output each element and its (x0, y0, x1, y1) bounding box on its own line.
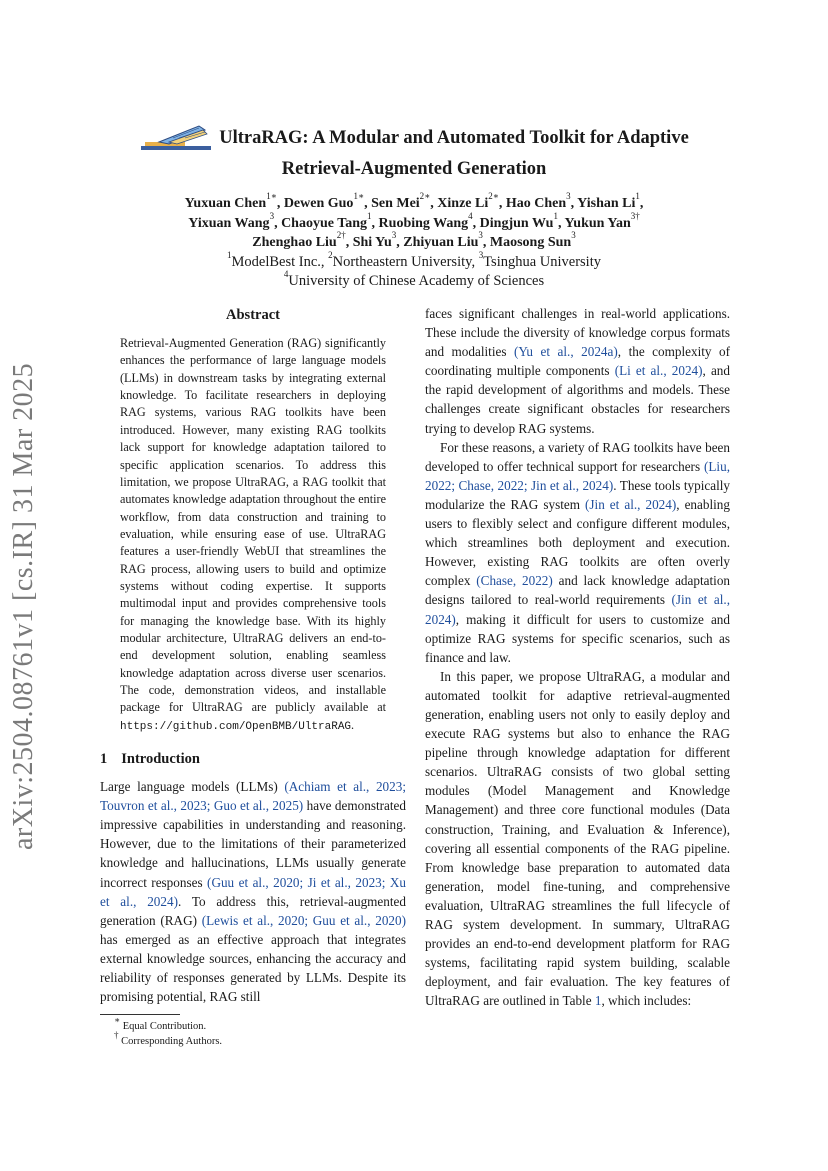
citation-link[interactable]: (Li et al., 2024) (614, 363, 703, 379)
body-text: has emerged as an effective approach that integrates external knowledge sources, enhancing the accuracy and reliability of responses generated by LLMs. Despite its promising potential, RAG still (100, 931, 406, 1005)
author: Chaoyue Tang$^1$ (281, 210, 372, 231)
title-row (100, 122, 728, 154)
author: Dewen Guo$^{1∗}$ (283, 191, 365, 211)
citation-link[interactable]: (Achiam et al., 2023; Touvron et al., 2023; Guo et al., 2025) (100, 779, 406, 814)
body-text: , and the rapid development of algorithms and models. These challenges create significant obstacles for researchers trying to develop RAG systems. (425, 363, 730, 436)
body-text: and lack knowledge adaptation designs tailored to real-world requirements (425, 573, 731, 608)
body-text: faces significant challenges in real-world applications. These include the diversity of knowledge corpus formats and modalities (425, 306, 730, 360)
author: Xinze $Li^{2∗}$ (437, 191, 499, 211)
author: Ruobing Wang$^4$ (378, 210, 473, 231)
body-paragraph (425, 667, 730, 1011)
body-text: In this paper, we propose UltraRAG, a modular and automated toolkit for adaptive retrieval-augmented generation, enabling users not only to easily deploy and execute RAG systems but also to enhance the RAG pipeline through knowledge adaptation for different scenarios. UltraRAG consists of two global setting modules (Model Management and Knowledge Management) and three core functional modules (Data construction, Training, and Evaluation & Inference), covering all essential components of the RAG pipeline. From knowledge base preparation to automated data generation, model fine-tuning, and comprehensive evaluation, UltraRAG streamlines the full lifecycle of RAG system development. In summary, UltraRAG provides an end-to-end development platform for RAG systems, facilitating rapid system building, scalable deployment, and fair evaluation. The key features of UltraRAG are outlined in Table (425, 668, 730, 1009)
author: Hao Chen$^3$ (505, 191, 571, 211)
citation-link[interactable]: (Jin et al., 2024) (425, 592, 730, 627)
author: Zhenghao Liu$^{2\dagger}$ (252, 230, 346, 250)
body-text: . To address this, retrieval-augmented generation (RAG) (100, 893, 406, 928)
footnote-equal-contribution: ∗ Equal Contribution. (114, 1014, 207, 1033)
title-block (100, 122, 728, 292)
intro-paragraph (100, 777, 406, 1006)
body-paragraph (425, 304, 730, 438)
body-text: have demonstrated impressive capabilities in understanding and reasoning. However, due to the limitations of their parameterized knowledge and hallucinations, LLMs usually generate incorrect responses (100, 798, 406, 890)
paper-title-line-1: UltraRAG: A Modular and Automated Toolkit for Adaptive (219, 128, 689, 148)
github-link[interactable]: https://github.com/OpenBMB/UltraRAG (120, 720, 352, 733)
body-text: Large language models (LLMs) (100, 779, 285, 795)
abstract-body: Retrieval-Augmented Generation (RAG) significantly enhances the performance of large language models (LLMs) in downstream tasks by integrating external knowledge. To facilitate researchers in deploying RAG systems, various RAG toolkits have been introduced. However, many existing RAG toolkits lack support for knowledge adaptation tailored to specific application scenarios. To address this limitation, we propose UltraRAG, a RAG toolkit that automates knowledge adaptation throughout the entire workflow, from data construction and training to evaluation, while ensuring ease of use. UltraRAG features a user-friendly WebUI that streamlines the RAG process, allowing users to build and optimize systems without coding expertise. It supports multimodal input and provides comprehensive tools for managing the knowledge base. With its highly modular architecture, UltraRAG delivers an end-to-end development solution, enabling seamless knowledge adaptation across diverse user scenarios. The code, demonstration videos, and installable package for UltraRAG are publicly available at https://github.com/OpenBMB/UltraRAG. (120, 336, 386, 733)
author: Yukun Yan$^{3\dagger}$ (564, 210, 640, 231)
author: Yishan Li$^1$ (577, 191, 640, 211)
citation-link[interactable]: (Lewis et al., 2020; Guu et al., 2020) (201, 912, 406, 928)
citation-link[interactable]: (Liu, 2022; Chase, 2022; Jin et al., 2024) (425, 458, 730, 493)
body-text: For these reasons, a variety of RAG toolkits have been developed to offer technical support for researchers (425, 439, 730, 474)
ultrarag-logo-icon (139, 122, 213, 154)
body-paragraph (425, 438, 730, 667)
footnote-corresponding: † Corresponding Authors. (114, 1029, 223, 1048)
citation-link[interactable]: (Yu et al., 2024a) (513, 344, 618, 360)
body-text: , making it difficult for users to customize and optimize RAG systems for specific scenarios, such as finance and law. (425, 611, 730, 665)
body-text: . These tools typically modularize the RAG system (425, 477, 730, 512)
citation-link[interactable]: (Jin et al., 2024) (585, 496, 677, 512)
right-column (425, 304, 730, 1010)
citation-link[interactable]: 1 (594, 993, 602, 1009)
abstract-heading: Abstract (226, 307, 280, 323)
left-column (100, 306, 406, 1049)
affiliations-line-1: $^1$ModelBest Inc., $^2$Northeastern University, $^3$Tsinghua University (227, 249, 601, 270)
body-text: , enabling users to flexibly select and configure different modules, which streamlines both deployment and execution. However, existing RAG toolkits are often overly complex (425, 496, 730, 589)
arxiv-identifier: arXiv:2504.08761v1 [cs.IR] 31 Mar 2025 (8, 362, 39, 850)
paper-title-line-2: Retrieval-Augmented Generation (281, 159, 547, 179)
affiliations-line-2: $^4$University of Chinese Academy of Sciences (283, 269, 545, 289)
author-list: Yuxuan Chen$^{1∗}$, Dewen Guo$^{1∗}$, Sen Mei$^{2∗}$, Xinze $Li^{2∗}$, Hao Chen$^3$, Yishan Li$^1$, Yixuan Wang$^3$, Chaoyue Tang$^1$, Ruobing Wang$^4$, Dingjun Wu$^1$, Yukun Yan$^{3\dagger}$ Zhenghao Liu$^{2\dagger}$, Shi Yu$^3$, Zhiyuan Liu$^3$, Maosong Sun$^3$ (184, 191, 644, 250)
section-heading-introduction: 1 Introduction (100, 751, 200, 767)
author: Zhiyuan Liu$^3$ (403, 230, 483, 250)
body-text: , the complexity of coordinating multiple components (425, 344, 730, 379)
citation-link[interactable]: (Chase, 2022) (476, 573, 553, 589)
author: Yuxuan Chen$^{1∗}$ (184, 191, 277, 211)
citation-link[interactable]: (Guu et al., 2020; Ji et al., 2023; Xu et al., 2024) (100, 874, 406, 909)
author: Dingjun Wu$^1$ (479, 210, 558, 231)
author: Yixuan Wang$^3$ (188, 210, 275, 231)
author: Maosong Sun$^3$ (489, 230, 576, 250)
footnote-rule (100, 1014, 180, 1015)
body-text: , which includes: (601, 993, 692, 1009)
author: Shi Yu$^3$ (352, 230, 397, 250)
author: Sen Mei$^{2∗}$ (371, 191, 431, 211)
